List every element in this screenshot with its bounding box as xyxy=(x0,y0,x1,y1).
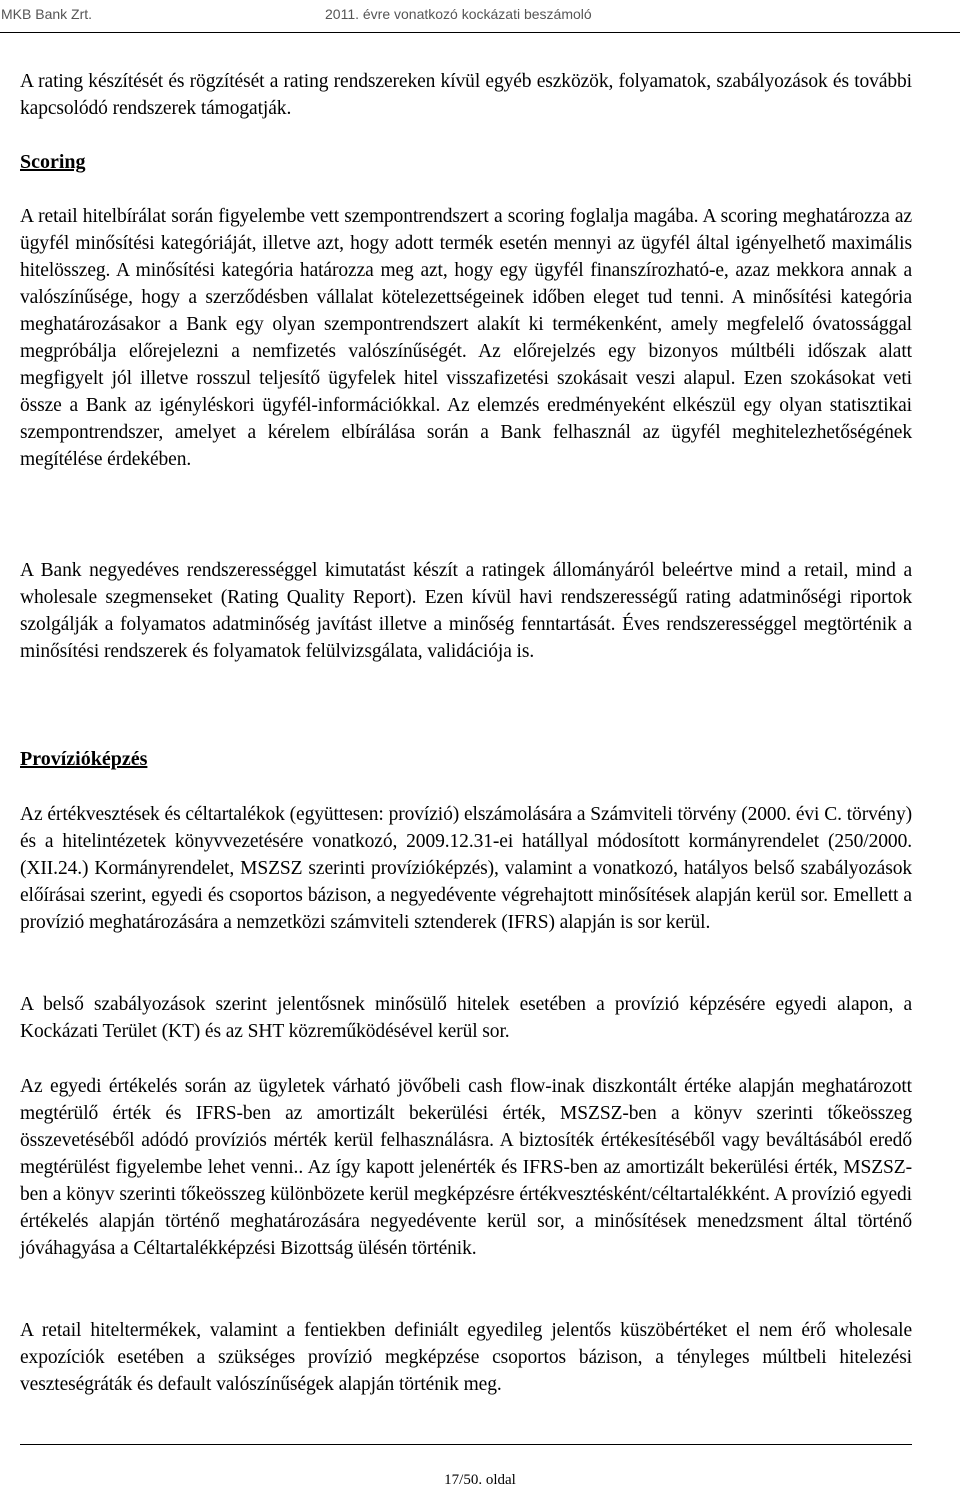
paragraph-text: A belső szabályozások szerint jelentősnek minősülő hitelek esetében a provízió képzésére egyedi alapon, a Kockázati Terület (KT) és az SHT közreműködésével kerül sor. xyxy=(20,994,912,1042)
paragraph-text: A Bank negyedéves rendszerességgel kimutatást készít a ratingek állományáról beleértve mind a retail, mind a wholesale szegmenseket (Rating Quality Report). Ezen kívül havi rendszerességű rating adatminőségi riportok szolgálják a folyamatos adatminőség javítást illetve a minőség fenntartását. Éves rendszerességgel megtörténik a minősítési rendszerek és folyamatok felülvizsgálata, validációja is. xyxy=(20,560,912,662)
heading-scoring: Scoring xyxy=(20,151,86,173)
paragraph-provizio-legal xyxy=(20,801,912,936)
section-heading-scoring xyxy=(20,149,912,176)
paragraph-scoring xyxy=(20,203,912,473)
page-header xyxy=(0,0,960,30)
paragraph-rating-quality xyxy=(20,557,912,665)
paragraph-text: A retail hitelbírálat során figyelembe vett szempontrendszert a scoring foglalja magába. A scoring meghatározza az ügyfél minősítési kategóriáját, illetve azt, hogy adott termék esetén mennyi az ügyfél által igényelhető maximális hitelösszeg. A minősítési kategória határozza meg azt, hogy egy ügyfél finanszírozható-e, azaz mekkora annak a valószínűsége, hogy a szerződésben vállalat kötelezettségeinek időben eleget tud tenni. A minősítési kategória meghatározásakor a Bank egy olyan szempontrendszert alakít ki termékenként, amely megfelelő óvatossággal megpróbálja előrejelezni a nemfizetés valószínűségét. Az előrejelzés egy bizonyos múltbéli időszak alatt megfigyelt jól illetve rosszul teljesítő ügyfelek hitel visszafizetési szokásait veszi alapul. Ezen szokásokat veti össze a Bank az igényléskori ügyfél-információkkal. Az elemzés eredményeként elkészül egy olyan statisztikai szempontrendszer, amelyet a kérelem elbírálása során a Bank felhasznál az ügyfél meghitelezhetőségének megítélése érdekében. xyxy=(20,206,912,470)
section-heading-provizio xyxy=(20,746,912,773)
paragraph-retail-collective xyxy=(20,1317,912,1398)
header-rule xyxy=(0,32,960,33)
paragraph-text: Az egyedi értékelés során az ügyletek várható jövőbeli cash flow-inak diszkontált értéke alapján meghatározott megtérülő érték és IFRS-ben az amortizált bekerülési érték, MSZSZ-ben a könyv szerinti tőkeösszeg összevetéséből adódó províziós mérték kerül felhasználásra. A biztosíték értékesítéséből vagy beváltásából eredő megtérülést figyelembe lehet venni.. Az így kapott jelenérték és IFRS-ben az amortizált bekerülési érték, MSZSZ-ben a könyv szerinti tőkeösszeg különbözete kerül megképzésre értékvesztésként/céltartalékként. A provízió egyedi értékelés alapján történő meghatározására negyedévente kerül sor, a minősítések menedzsment által történő jóváhagyása a Céltartalékképzési Bizottság ülésén történik. xyxy=(20,1076,912,1259)
paragraph-provizio-individual xyxy=(20,991,912,1045)
page-number: 17/50. oldal xyxy=(444,1472,516,1488)
paragraph-text: A retail hiteltermékek, valamint a fentiekben definiált egyedileg jelentős küszöbértéket el nem érő wholesale expozíciók esetében a szükséges provízió megképzése csoportos bázison, a tényleges múltbeli hitelezési veszteségráták és default valószínűségek alapján történik meg. xyxy=(20,1320,912,1395)
header-report-title: 2011. évre vonatkozó kockázati beszámoló xyxy=(325,6,592,22)
header-company: MKB Bank Zrt. xyxy=(1,6,93,22)
paragraph-individual-valuation xyxy=(20,1073,912,1262)
paragraph-text: A rating készítését és rögzítését a rating rendszereken kívül egyéb eszközök, folyamatok, szabályozások és további kapcsolódó rendszerek támogatják. xyxy=(20,71,912,119)
paragraph-text: Az értékvesztések és céltartalékok (együttesen: provízió) elszámolására a Számviteli törvény (2000. évi C. törvény) és a hitelintézetek könyvvezetésére vonatkozó, 2009.12.31-ei hatállyal módosított kormányrendelet (250/2000. (XII.24.) Kormányrendelet, MSZSZ szerinti provízióképzés), valamint a vonatkozó, hatályos belső szabályozások előírásai szerint, egyedi és csoportos bázison, a negyedévente végrehajtott minősítések alapján kerül sor. Emellett a provízió meghatározására a nemzetközi számviteli sztenderek (IFRS) alapján is sor kerül. xyxy=(20,804,912,933)
heading-provizio: Provízióképzés xyxy=(20,748,148,770)
paragraph-rating-support xyxy=(20,68,912,122)
footer-rule xyxy=(20,1444,912,1445)
